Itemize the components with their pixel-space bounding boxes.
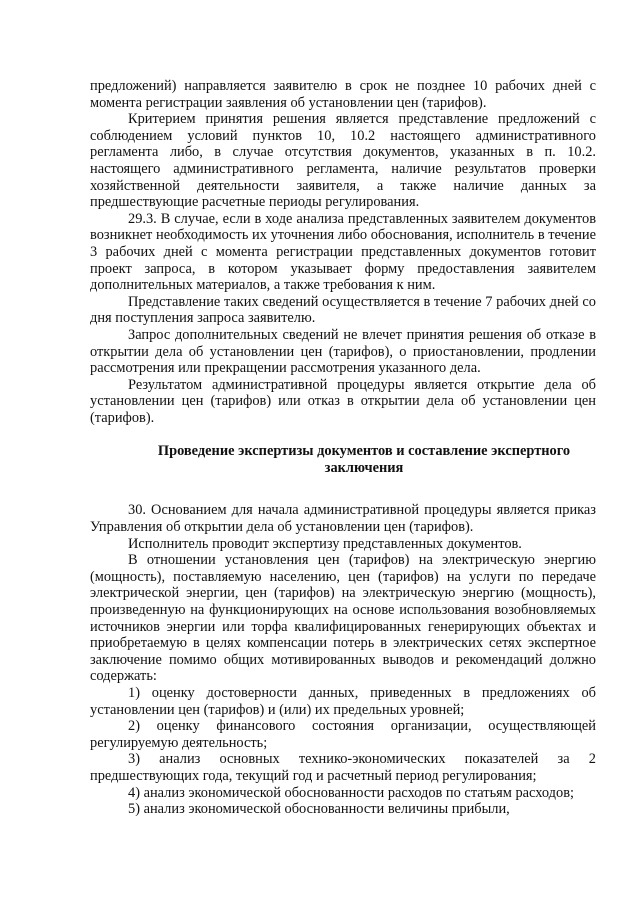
paragraph: Представление таких сведений осуществляется в течение 7 рабочих дней со дня поступления запроса заявителю. xyxy=(90,293,596,327)
list-item: 1) оценку достоверности данных, приведенных в предложениях об установлении цен (тарифов) и (или) их предельных уровней; xyxy=(90,685,596,718)
list-item: 2) оценку финансового состояния организации, осуществляющей регулируемую деятельность; xyxy=(90,718,596,751)
paragraph: Исполнитель проводит экспертизу представленных документов. xyxy=(128,535,522,552)
list-item: 3) анализ основных технико-экономических показателей за 2 предшествующих года, текущий год и расчетный период регулирования; xyxy=(90,751,596,784)
paragraph: Результатом административной процедуры является открытие дела об установлении цен (тарифов) или отказ в открытии дела об установлении цен (тарифов). xyxy=(90,376,596,426)
paragraph: 30. Основанием для начала административной процедуры является приказ Управления об открытии дела об установлении цен (тарифов). xyxy=(90,502,596,536)
list-item: 4) анализ экономической обоснованности расходов по статьям расходов; xyxy=(128,784,574,801)
list-item: 5) анализ экономической обоснованности величины прибыли, xyxy=(128,801,510,818)
paragraph: предложений) направляется заявителю в срок не позднее 10 рабочих дней с момента регистрации заявления об установлении цен (тарифов). xyxy=(90,78,596,111)
paragraph: 29.3. В случае, если в ходе анализа представленных заявителем документов возникнет необходимость их уточнения либо обоснования, исполнитель в течение 3 рабочих дней с момента регистрации представленных документов готовит проект запроса, в котором указывает форму предоставления заявителем дополнительных материалов, а также требования к ним. xyxy=(90,210,596,294)
paragraph: В отношении установления цен (тарифов) на электрическую энергию (мощность), поставляемую населению, цен (тарифов) на услуги по передаче электрической энергии, цен (тарифов) на электрическую энергию (мощность), произведенную на функционирующих на основе использования возобновляемых источников энергии или торфа квалифицированных генерирующих объектах и приобретаемую в целях компенсации потерь в электрических сетях экспертное заключение помимо общих мотивированных выводов и рекомендаций должно содержать: xyxy=(90,552,596,685)
paragraph: Критерием принятия решения является представление предложений с соблюдением условий пунктов 10, 10.2 настоящего административного регламента либо, в случае отсутствия документов, указанных в п. 10.2. настоящего административного регламента, наличие результатов проверки хозяйственной деятельности заявителя, а также наличие данных за предшествующие расчетные периоды регулирования. xyxy=(90,111,596,211)
document-page xyxy=(90,78,596,818)
paragraph: Запрос дополнительных сведений не влечет принятия решения об отказе в открытии дела об установлении цен (тарифов), о приостановлении, продлении рассмотрения или прекращении рассмотрения указанного дела. xyxy=(90,326,596,377)
section-heading: Проведение экспертизы документов и составление экспертного заключения xyxy=(157,443,571,477)
